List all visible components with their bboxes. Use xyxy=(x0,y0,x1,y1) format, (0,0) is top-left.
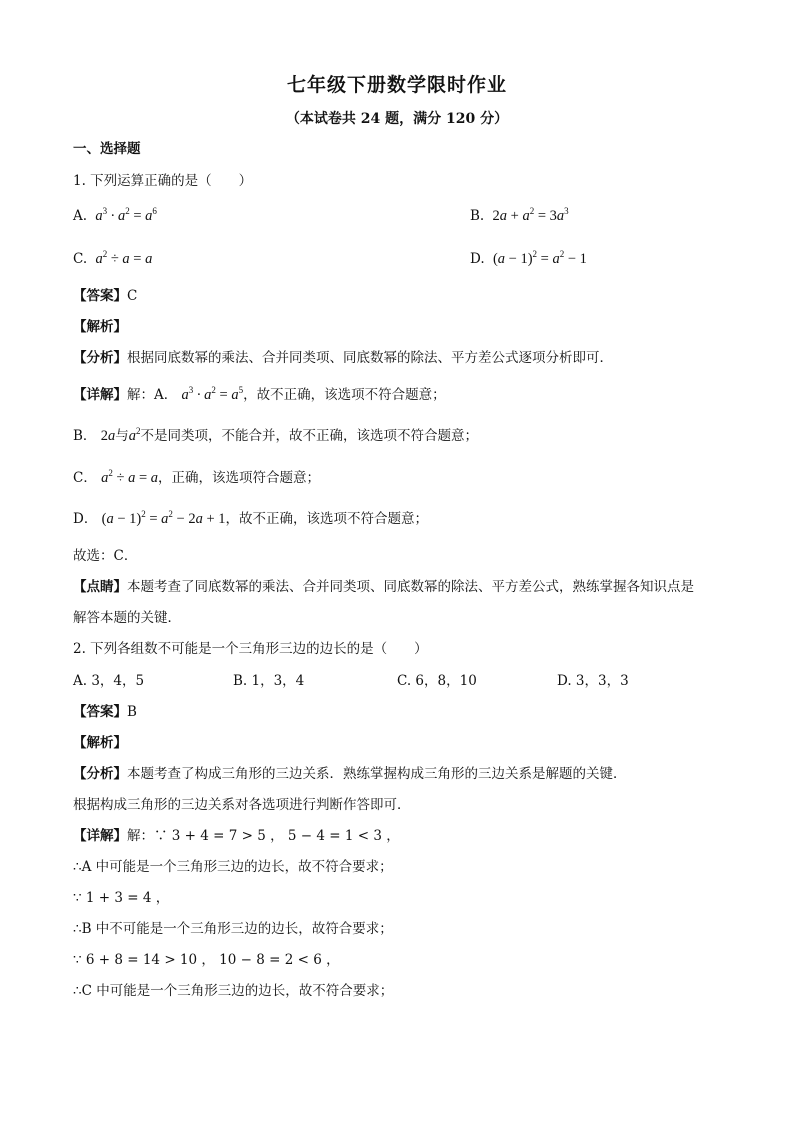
q1-option-d-label: D. xyxy=(470,251,485,267)
q1-review-line2: 解答本题的关键． xyxy=(73,610,181,626)
q2-option-c: C. 6，8，10 xyxy=(397,673,477,689)
q1-detail-c-expr: $a^2 \div a = a$ xyxy=(101,468,159,486)
q2-detail-tag: 【详解】 xyxy=(73,828,127,844)
q1-detail-c xyxy=(73,469,734,487)
q1-detail-c-prefix: C． xyxy=(73,470,97,486)
q1-option-a-expr: $a^3 \cdot a^2 = a^6$ xyxy=(95,206,157,224)
q1-review-tag: 【点睛】 xyxy=(73,579,127,595)
q2-analysis-tag xyxy=(73,734,734,752)
q1-detail-a-expr: $a^3 \cdot a^2 = a^5$ xyxy=(181,385,244,403)
q1-detail-b-expr1: 2a xyxy=(100,428,116,444)
q1-option-a-label: A. xyxy=(73,208,88,224)
q2-option-d: D. 3，3，3 xyxy=(557,673,629,689)
q1-detail-d-text: ，故不正确，该选项不符合题意； xyxy=(225,511,429,527)
q1-review-line1: 本题考查了同底数幂的乘法、合并同类项、同底数幂的除法、平方差公式，熟练掌握各知识点是 xyxy=(127,579,694,595)
q2-answer-value: B xyxy=(127,704,137,720)
q1-detail-b-mid: 与 xyxy=(115,428,129,444)
q1-detail-d-prefix: D． xyxy=(73,511,98,527)
q2-fenxi-tag: 【分析】 xyxy=(73,766,127,782)
section-heading: 一、选择题 xyxy=(73,141,141,157)
q1-option-d xyxy=(470,250,587,268)
q1-answer-tag: 【答案】 xyxy=(73,288,127,304)
q1-detail-prefix: 解：A． xyxy=(127,387,178,403)
q1-options-row-1 xyxy=(73,207,734,225)
q1-detail-b-text: 不是同类项，不能合并，故不正确，该选项不符合题意； xyxy=(140,428,478,444)
q1-analysis-label: 【解析】 xyxy=(73,319,127,335)
q2-line-c-math: ∵ 6 + 8 = 14 > 10 ， 10 − 8 = 2 < 6 ， xyxy=(73,952,340,968)
q2-detail-prefix: 解： xyxy=(127,828,154,844)
q1-option-c-label: C. xyxy=(73,251,88,267)
q1-review xyxy=(73,578,734,596)
q1-analysis-tag xyxy=(73,318,734,336)
q2-answer xyxy=(73,703,734,721)
page-title: 七年级下册数学限时作业 xyxy=(286,74,507,96)
q2-line-b-math: ∵ 1 + 3 = 4 ， xyxy=(73,890,170,906)
q1-fenxi xyxy=(73,349,734,367)
q2-fenxi-line2: 根据构成三角形的三边关系对各选项进行判断作答即可． xyxy=(73,797,411,813)
q2-analysis-label: 【解析】 xyxy=(73,735,127,751)
q1-detail-d xyxy=(73,510,734,528)
q1-detail-d-expr: $(a - 1)^2 = a^2 - 2a + 1$ xyxy=(101,509,226,527)
q2-fenxi xyxy=(73,765,734,783)
q2-fenxi-text: 本题考查了构成三角形的三边关系．熟练掌握构成三角形的三边关系是解题的关键． xyxy=(127,766,627,782)
q1-detail-c-text: ，正确，该选项符合题意； xyxy=(158,470,321,486)
q1-options-row-2 xyxy=(73,250,734,268)
q1-stem: 1. 下列运算正确的是（ ） xyxy=(73,173,253,189)
q1-option-b-label: B. xyxy=(470,208,485,224)
q1-option-c-expr: $a^2 \div a = a$ xyxy=(95,249,153,267)
q1-choose: 故选：C． xyxy=(73,548,138,564)
q2-line-b-conclusion: ∴B 中不可能是一个三角形三边的边长，故符合要求； xyxy=(73,921,393,937)
q1-option-d-expr: $(a - 1)^2 = a^2 - 1$ xyxy=(492,249,587,267)
q1-detail-b-expr2: $a^2$ xyxy=(128,426,141,444)
q1-detail-b xyxy=(73,427,734,445)
q2-answer-tag: 【答案】 xyxy=(73,704,127,720)
q2-option-a: A. 3，4，5 xyxy=(73,673,145,689)
q1-fenxi-tag: 【分析】 xyxy=(73,350,127,366)
q1-answer xyxy=(73,287,734,305)
q1-answer-value: C xyxy=(127,288,138,304)
page-subtitle: （本试卷共 24 题，满分 120 分） xyxy=(285,111,509,127)
q1-option-b-expr: $2a + a^2 = 3a^3$ xyxy=(492,206,569,224)
q2-line-c-conclusion: ∴C 中可能是一个三角形三边的边长，故不符合要求； xyxy=(73,983,394,999)
q2-stem: 2. 下列各组数不可能是一个三角形三边的边长的是（ ） xyxy=(73,641,428,657)
q1-detail-a xyxy=(73,386,734,404)
q2-detail-a-math xyxy=(73,827,734,845)
q2-line-a-conclusion: ∴A 中可能是一个三角形三边的边长，故不符合要求； xyxy=(73,859,393,875)
q2-line-a-math: ∵ 3 + 4 = 7 > 5 ， 5 − 4 = 1 < 3 ， xyxy=(154,828,400,844)
q1-fenxi-text: 根据同底数幂的乘法、合并同类项、同底数幂的除法、平方差公式逐项分析即可． xyxy=(127,350,613,366)
q1-option-b xyxy=(470,207,569,225)
q1-detail-a-text: ，故不正确，该选项不符合题意； xyxy=(243,387,446,403)
q2-option-b: B. 1，3，4 xyxy=(233,673,305,689)
q1-detail-tag: 【详解】 xyxy=(73,387,127,403)
q1-detail-b-prefix: B． xyxy=(73,428,97,444)
